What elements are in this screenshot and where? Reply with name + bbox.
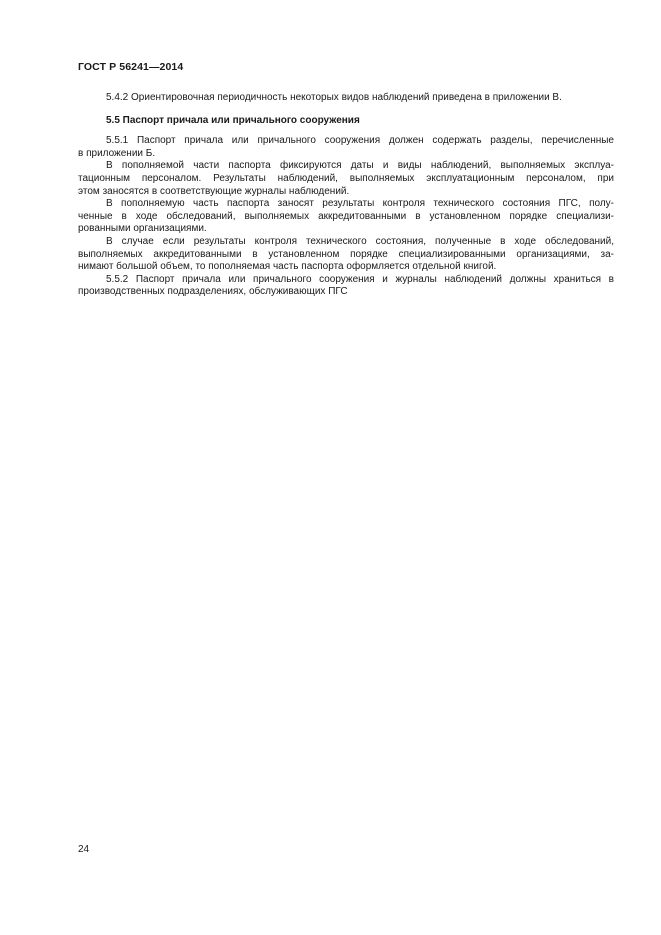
document-body [78, 92, 614, 299]
paragraph-control-results-line: рованными организациями. [78, 223, 207, 235]
page-number: 24 [78, 844, 90, 855]
document-header: ГОСТ Р 56241—2014 [78, 61, 184, 73]
paragraph-5-5-2-line: 5.5.2 Паспорт причала или причального сооружения и журналы наблюдений должны храниться в [106, 273, 614, 285]
paragraph-separate-book-line: В случае если результаты контроля технического состояния, полученные в ходе обследований, [106, 235, 614, 247]
paragraph-5-5-1-line: 5.5.1 Паспорт причала или причального сооружения должен содержать разделы, перечисленные [106, 135, 614, 147]
paragraph-separate-book-line: выполняемых аккредитованными в установленном порядке специализированными организациями, за- [78, 248, 614, 260]
paragraph-control-results-line: ченные в ходе обследований, выполняемых аккредитованными в установленном порядке специализи- [78, 210, 614, 222]
paragraph-observations-line: В пополняемой части паспорта фиксируются даты и виды наблюдений, выполняемых эксплуа- [106, 160, 614, 172]
paragraph-observations-line: тационным персоналом. Результаты наблюдений, выполняемых эксплуатационным персоналом, при [78, 172, 614, 184]
paragraph-separate-book-line: нимают большой объем, то пополняемая часть паспорта оформляется отдельной книгой. [78, 261, 497, 273]
paragraph-control-results-line: В пополняемую часть паспорта заносят результаты контроля технического состояния ПГС, полу- [106, 198, 614, 210]
paragraph-5-5-2-line: производственных подразделениях, обслуживающих ПГС [78, 286, 348, 298]
section-heading-5-5: 5.5 Паспорт причала или причального сооружения [106, 114, 360, 126]
paragraph-5-5-1-line: в приложении Б. [78, 147, 156, 159]
paragraph-observations-line: этом заносятся в соответствующие журналы наблюдений. [78, 185, 350, 197]
paragraph-5-4-2: 5.4.2 Ориентировочная периодичность некоторых видов наблюдений приведена в приложении В. [106, 92, 562, 103]
